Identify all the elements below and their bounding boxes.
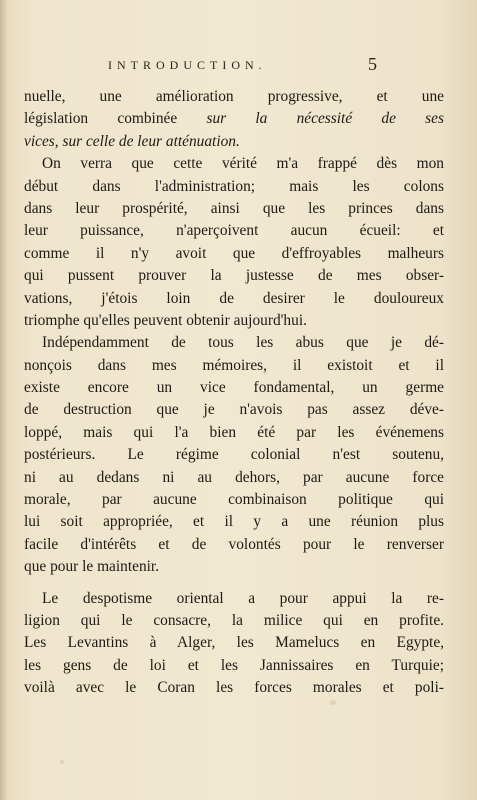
text-line: nuelle, une amélioration progressive, et une	[24, 88, 444, 105]
paragraph	[24, 86, 444, 153]
text-line: comme il n'y avoit que d'effroyables malheurs	[24, 244, 444, 262]
text-line: de destruction que je n'avois pas assez déve-	[24, 401, 444, 419]
paragraph-gap	[24, 579, 444, 588]
body-text	[24, 86, 444, 700]
text-line: ligion qui le consacre, la milice qui en profite.	[24, 611, 444, 629]
text-line: loppé, mais qui l'a bien été par les événemens	[24, 423, 444, 441]
text-line: les gens de loi et les Jannissaires en Turquie;	[24, 656, 444, 674]
text-line: facile d'intérêts et de volontés pour le renverser	[24, 535, 444, 553]
paragraph	[24, 153, 444, 332]
paper-spot	[60, 760, 64, 764]
text-line: vices, sur celle de leur atténuation.	[24, 132, 240, 150]
text-line: que pour le maintenir.	[24, 558, 160, 576]
running-head: INTRODUCTION.	[108, 58, 267, 72]
text-line: qui pussent prouver la justesse de mes obser-	[24, 267, 444, 285]
text-line: morale, par aucune combinaison politique qui	[24, 491, 444, 509]
text-line: nonçois dans mes mémoires, il existoit et il	[24, 356, 444, 374]
text-line: Indépendamment de tous les abus que je dé-	[42, 334, 444, 352]
paragraph	[24, 588, 444, 700]
text-line: dans leur prospérité, ainsi que les princes dans	[24, 199, 444, 217]
text-line	[24, 108, 444, 130]
text-line: début dans l'administration; mais les colons	[24, 177, 444, 195]
text-line: vations, j'étois loin de desirer le douloureux	[24, 289, 444, 307]
italic-segment: sur la nécessité de ses	[206, 110, 444, 128]
text-line: voilà avec le Coran les forces morales et poli-	[24, 679, 444, 697]
paragraph	[24, 332, 444, 578]
text-line: ni au dedans ni au dehors, par aucune force	[24, 468, 444, 486]
text-line: On verra que cette vérité m'a frappé dès mon	[42, 155, 444, 173]
text-line: Les Levantins à Alger, les Mamelucs en Egypte,	[24, 634, 444, 652]
page-number: 5	[368, 54, 377, 74]
text-segment: législation combinée	[24, 110, 207, 128]
text-line: triomphe qu'elles peuvent obtenir aujourd'hui.	[24, 311, 307, 329]
text-line: existe encore un vice fondamental, un germe	[24, 379, 444, 397]
page-header	[0, 56, 477, 78]
text-line: leur puissance, n'aperçoivent aucun écueil: et	[24, 222, 444, 240]
text-line: Le despotisme oriental a pour appui la re-	[42, 589, 444, 607]
text-line: lui soit appropriée, et il y a une réunion plus	[24, 513, 444, 531]
gutter-shadow	[0, 0, 8, 800]
text-line: postérieurs. Le régime colonial n'est soutenu,	[24, 446, 444, 464]
paper-spot	[330, 700, 336, 705]
